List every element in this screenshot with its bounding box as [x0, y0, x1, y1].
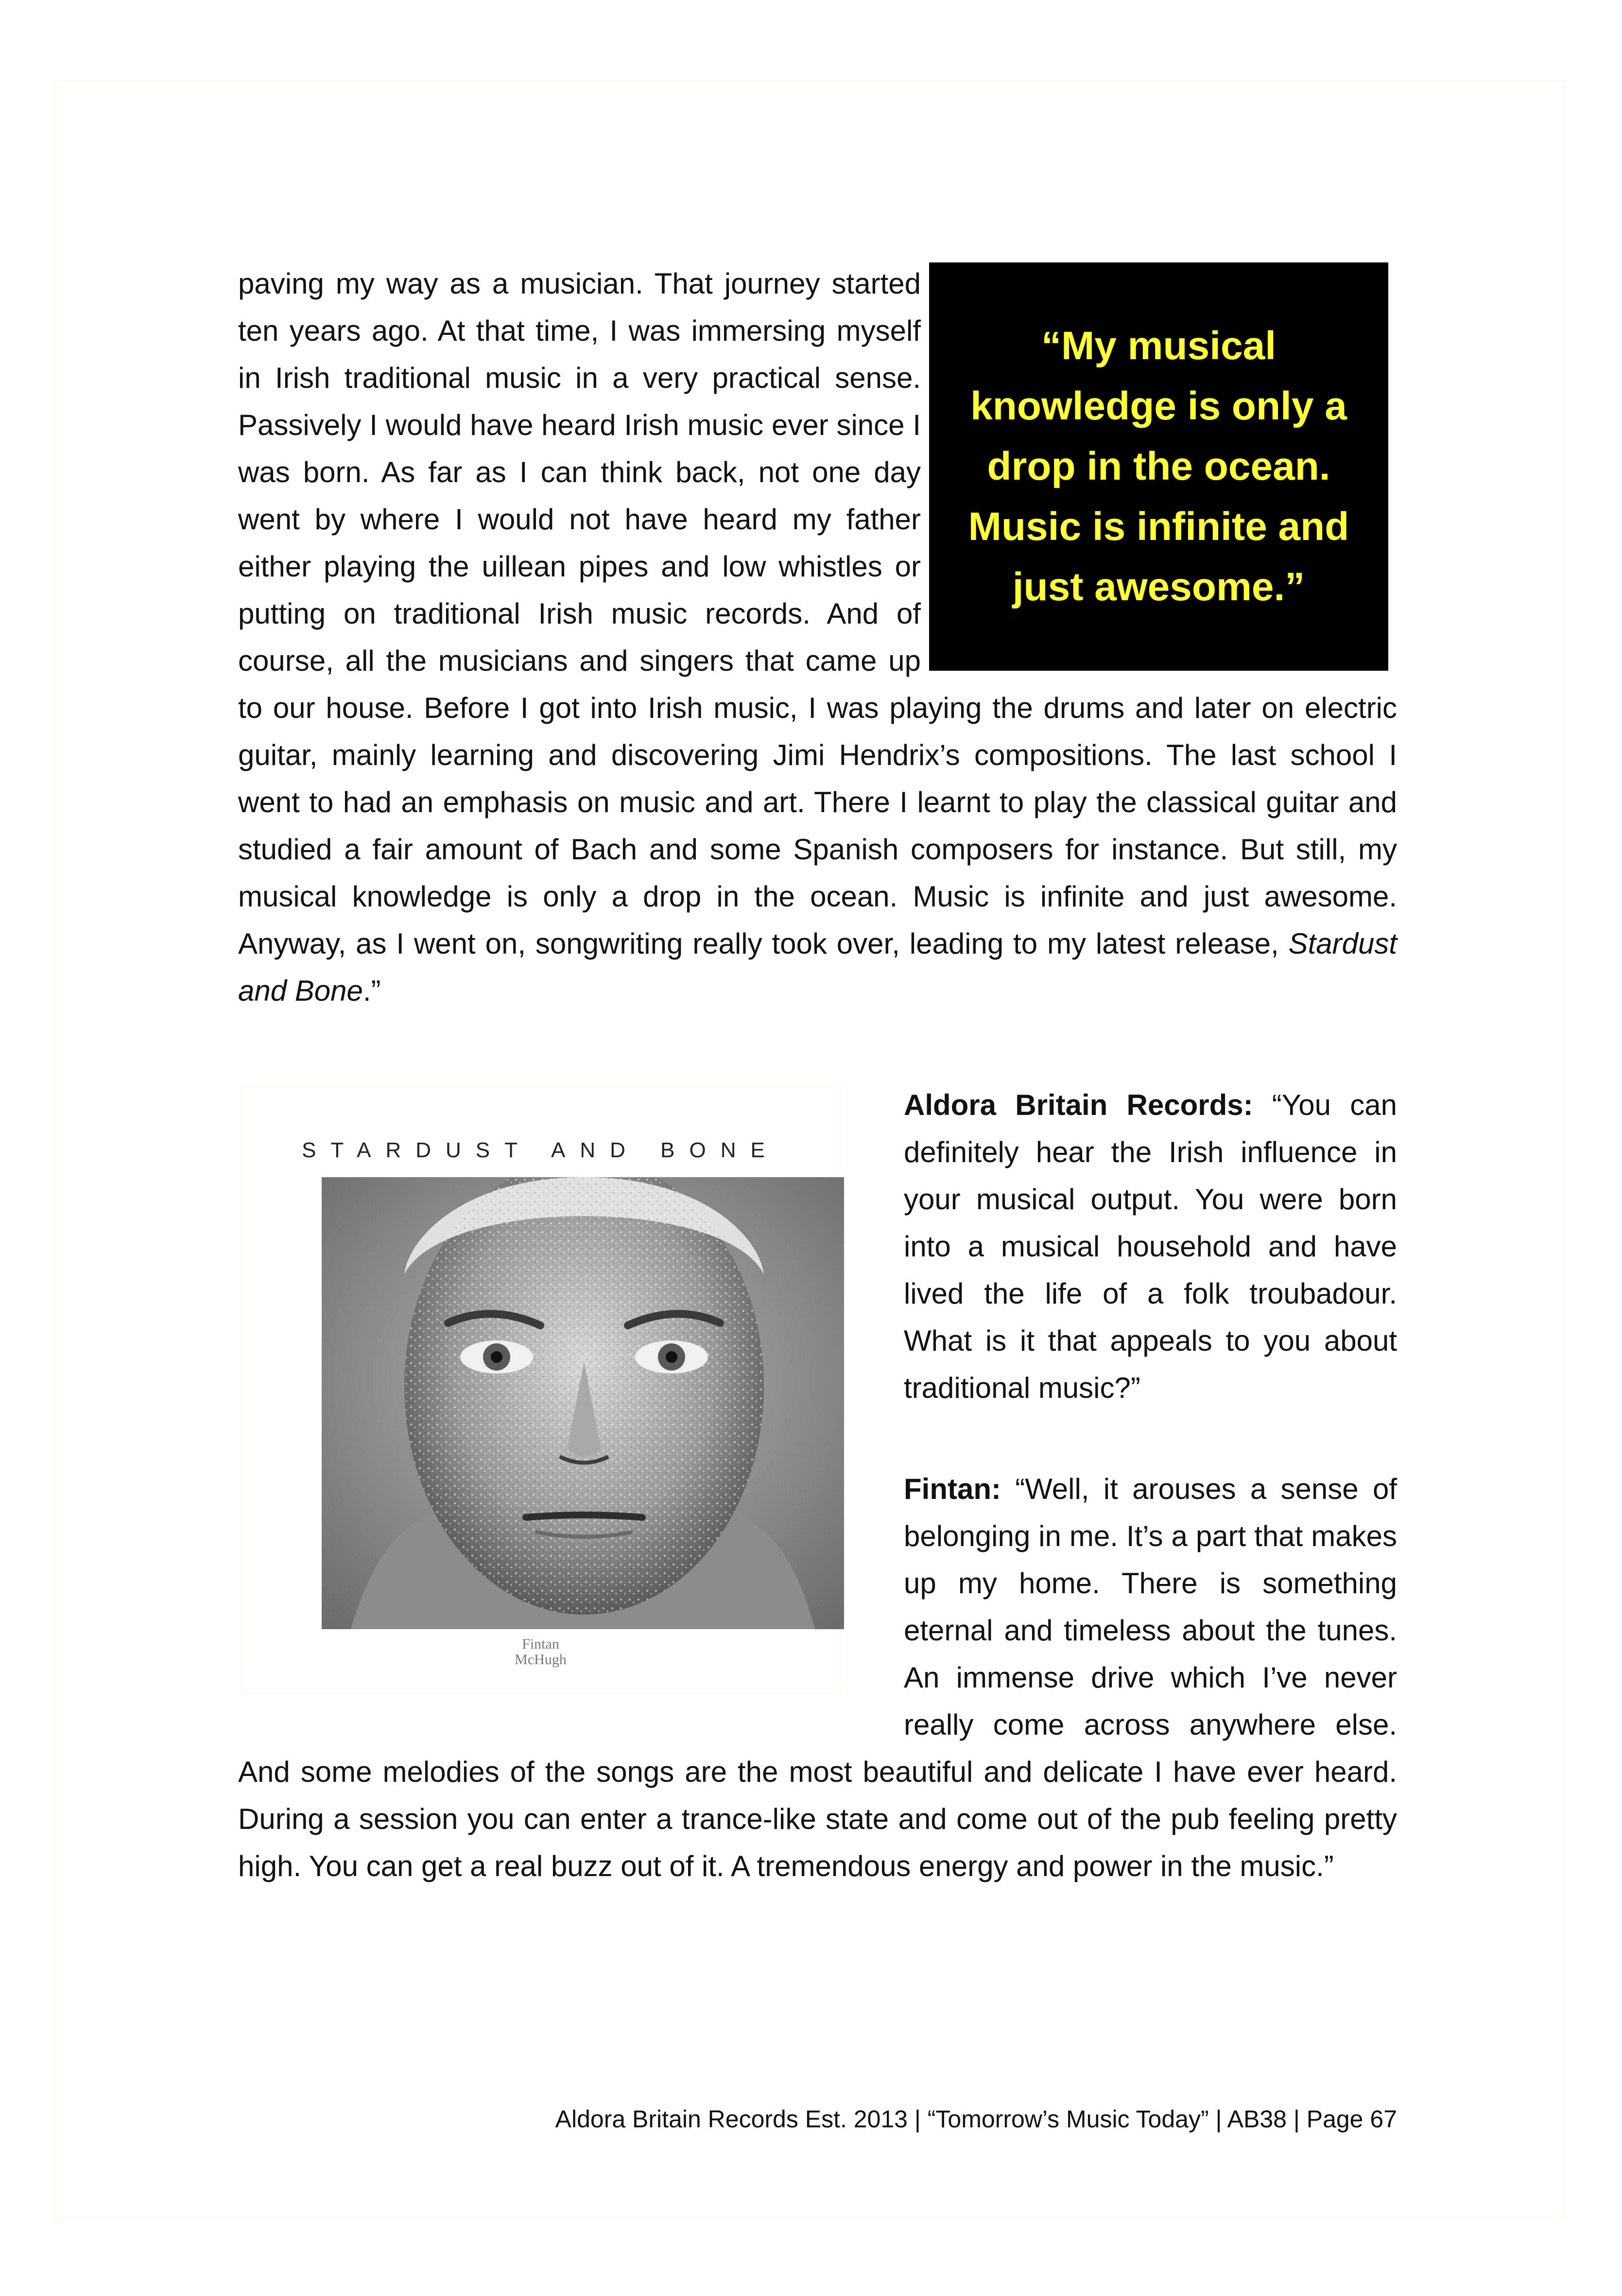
album-portrait-image — [322, 1177, 844, 1629]
intro-closing: .” — [362, 974, 381, 1007]
question-text: “You can definitely hear the Irish influence in your musical output. You were born into a musical household and have lived the life of a folk troubadour. What is it that appeals to you about traditional music?” — [904, 1089, 1398, 1404]
pull-quote — [929, 262, 1388, 671]
answer-speaker: Fintan: — [904, 1473, 1001, 1505]
pull-quote-text: “My musical knowledge is only a drop in the ocean. Music is infinite and just awesome.” — [968, 324, 1349, 609]
album-artist — [242, 1636, 840, 1668]
question-speaker: Aldora Britain Records: — [904, 1089, 1253, 1121]
release-title: Stardust and Bone — [238, 927, 1397, 1007]
album-title: STARDUST AND BONE — [302, 1138, 779, 1162]
answer-text: “Well, it arouses a sense of belonging in me. It’s a part that makes up my home. There is something eternal and timeless about the tunes. An immense drive which I’ve never really come across anywhere else. And some melodies of the songs are the most beautiful and delicate I have ever heard. During a session you can enter a trance-like state and come out of the pub feeling pretty high. You can get a real buzz out of it. A tremendous energy and power in the music.” — [238, 1473, 1397, 1882]
intro-text: paving my way as a musician. That journey started ten years ago. At that time, I was immersing myself in Irish traditional music in a very practical sense. Passively I would have heard Irish music ever since I was born. As far as I can think back, not one day went by where I would not have heard my father either playing the uillean pipes and low whistles or putting on traditional Irish music records. And of course, all the musicians and singers that came up to our house. Before I got into Irish music, I was playing the drums and later on electric guitar, mainly learning and discovering Jimi Hendrix’s compositions. The last school I went to had an emphasis on music and art. There I learnt to play the classical guitar and studied a fair amount of Bach and some Spanish composers for instance. But still, my musical knowledge is only a drop in the ocean. Music is infinite and just awesome. Anyway, as I went on, songwriting really took over, leading to my latest release, — [238, 267, 1397, 960]
album-cover — [241, 1086, 841, 1694]
album-artist-first: Fintan — [522, 1636, 559, 1652]
page-footer: Aldora Britain Records Est. 2013 | “Tomorrow’s Music Today” | AB38 | Page 67 — [555, 2105, 1397, 2133]
album-artist-last: McHugh — [515, 1652, 567, 1668]
